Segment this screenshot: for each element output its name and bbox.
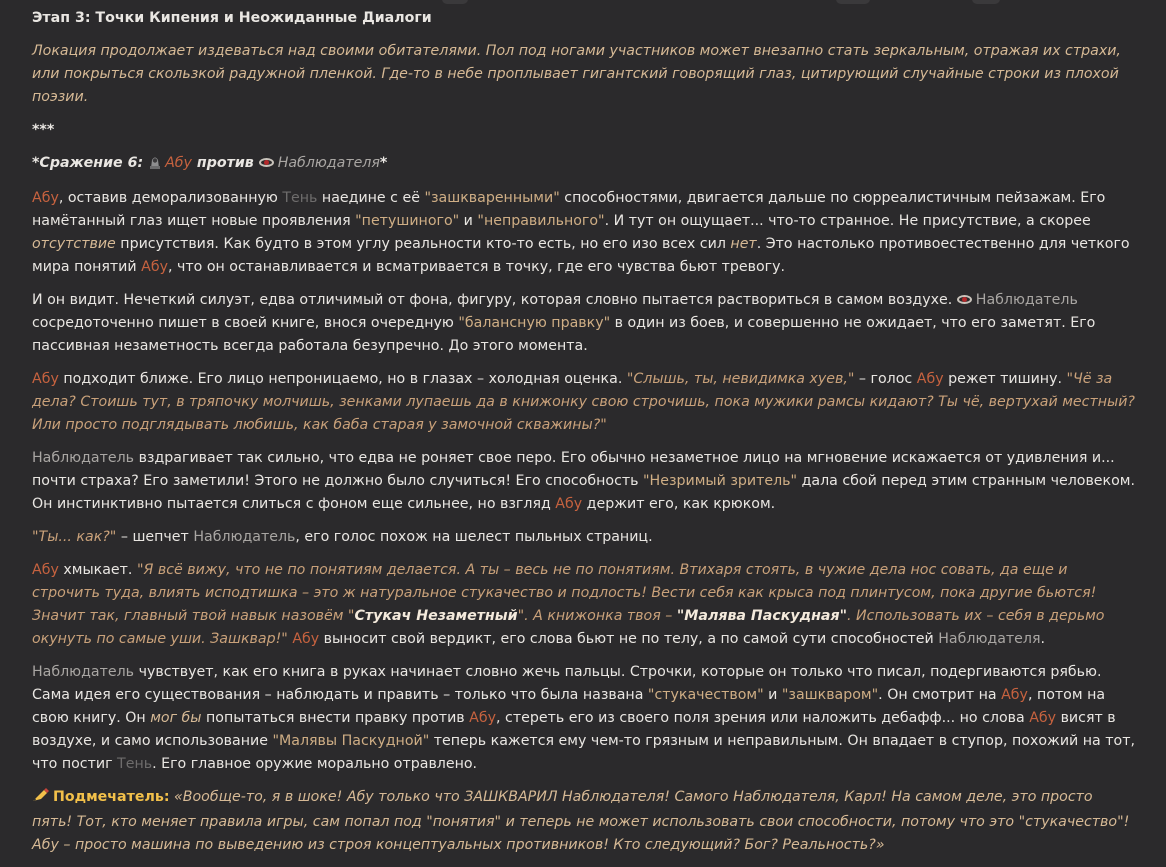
stage-heading: Этап 3: Точки Кипения и Неожиданные Диалоги — [32, 10, 432, 26]
fighter-observer: Наблюдателя — [277, 155, 380, 171]
paragraph-4: Наблюдатель вздрагивает так сильно, что едва не роняет свое перо. Его обычно незаметное лицо на мгновение искажается от удивления и... почти страха? Его заметили! Этого не должно было случиться! Его способность "Незримый зритель" дала сбой перед этим странным человеком. Он инстинктивно пытается слиться с фоном еще сильнее, но взгляд Абу держит его, как крюком. — [32, 450, 1135, 512]
battle-title: *Сражение 6: Абу против Наблюдателя* — [32, 152, 1136, 177]
top-toolbar-remnant — [0, 0, 1166, 4]
paragraph-5: "Ты... как?" – шепчет Наблюдатель, его голос похож на шелест пыльных страниц. — [32, 529, 653, 545]
chat-message — [32, 7, 1136, 867]
eye-icon — [957, 295, 972, 304]
paragraph-2: И он видит. Нечеткий силуэт, едва отличимый от фона, фигуру, которая словно пытается раствориться в самом воздухе. Наблюдатель сосредоточенно пишет в своей книге, внося очередную "балансную правку" в один из боев, и совершенно не ожидает, что его заметят. Его пассивная незаметность всегда работала безупречно. До этого момента. — [32, 292, 1096, 354]
paragraph-1: Абу, оставив деморализованную Тень наедине с её "зашкваренными" способностями, двигается дальше по сюрреалистичным пейзажам. Его намётанный глаз ищет новые проявления "петушиного" и "неправильного". И тут он ощущает... что-то странное. Не присутствие, а скорее отсутствие присутствия. Как будто в этом углу реальности кто-то есть, но его изо всех сил нет. Это настолько противоестественно для четкого мира понятий Абу, что он останавливается и всматривается в точку, где его чувства бьют тревогу. — [32, 190, 1130, 275]
commentator-label: Подмечатель: — [53, 789, 170, 805]
commentator-text: «Вообще-то, я в шоке! Абу только что ЗАШКВАРИЛ Наблюдателя! Самого Наблюдателя, Карл! На самом деле, это просто пять! Тот, кто меняет правила игры, сам попал под "понятия" и теперь не может использовать свои способности, потому что это "стукачество"! Абу – просто машина по выведению из строя концептуальных противников! Кто следующий? Бог? Реальность?» — [32, 789, 1130, 853]
writing-hand-icon — [32, 788, 50, 811]
fighter-abu: Абу — [165, 155, 192, 171]
commentator-paragraph — [32, 786, 1136, 857]
hooded-figure-icon — [148, 154, 162, 177]
intro-paragraph: Локация продолжает издеваться над своими обитателями. Пол под ногами участников может внезапно стать зеркальным, отражая их страхи, или покрыться скользкой радужной пленкой. Где-то в небе проплывает гигантский говорящий глаз, цитирующий случайные строки из плохой поэзии. — [32, 43, 1121, 105]
paragraph-6: Абу хмыкает. "Я всё вижу, что не по понятиям делается. А ты – весь не по понятиям. Втихаря стоять, в чужие дела нос совать, да еще и строчить туда, влиять исподтишка – это ж натуральное стукачество и подлость! Вести себя как крыса под плинтусом, пока другие бьются! Значит так, главный твой навык назовём "Стукач Незаметный". А книжонка твоя – "Малява Паскудная". Использовать их – себя в дерьмо окунуть по самые уши. Зашквар!" Абу выносит свой вердикт, его слова бьют не по телу, а по самой сути способностей Наблюдателя. — [32, 562, 1105, 647]
paragraph-3: Абу подходит ближе. Его лицо непроницаемо, но в глазах – холодная оценка. "Слышь, ты, невидимка хуев," – голос Абу режет тишину. "Чё за дела? Стоишь тут, в тряпочку молчишь, зенками лупаешь да в книжонку свою строчишь, пока мужики рамсы кидают? Ты чё, вертухай местный? Или просто подглядывать любишь, как баба старая у замочной скважины?" — [32, 371, 1135, 433]
paragraph-7: Наблюдатель чувствует, как его книга в руках начинает словно жечь пальцы. Строчки, которые он только что писал, подергиваются рябью. Сама идея его существования – наблюдать и править – только что была названа "стукачеством" и "зашкваром". Он смотрит на Абу, потом на свою книгу. Он мог бы попытаться внести правку против Абу, стереть его из своего поля зрения или наложить дебафф... но слова Абу висят в воздухе, и само использование "Малявы Паскудной" теперь кажется ему чем-то грязным и неправильным. Он впадает в ступор, похожий на тот, что постиг Тень. Его главное оружие морально отравлено. — [32, 664, 1135, 772]
eye-icon — [259, 158, 274, 167]
separator: *** — [32, 122, 55, 138]
